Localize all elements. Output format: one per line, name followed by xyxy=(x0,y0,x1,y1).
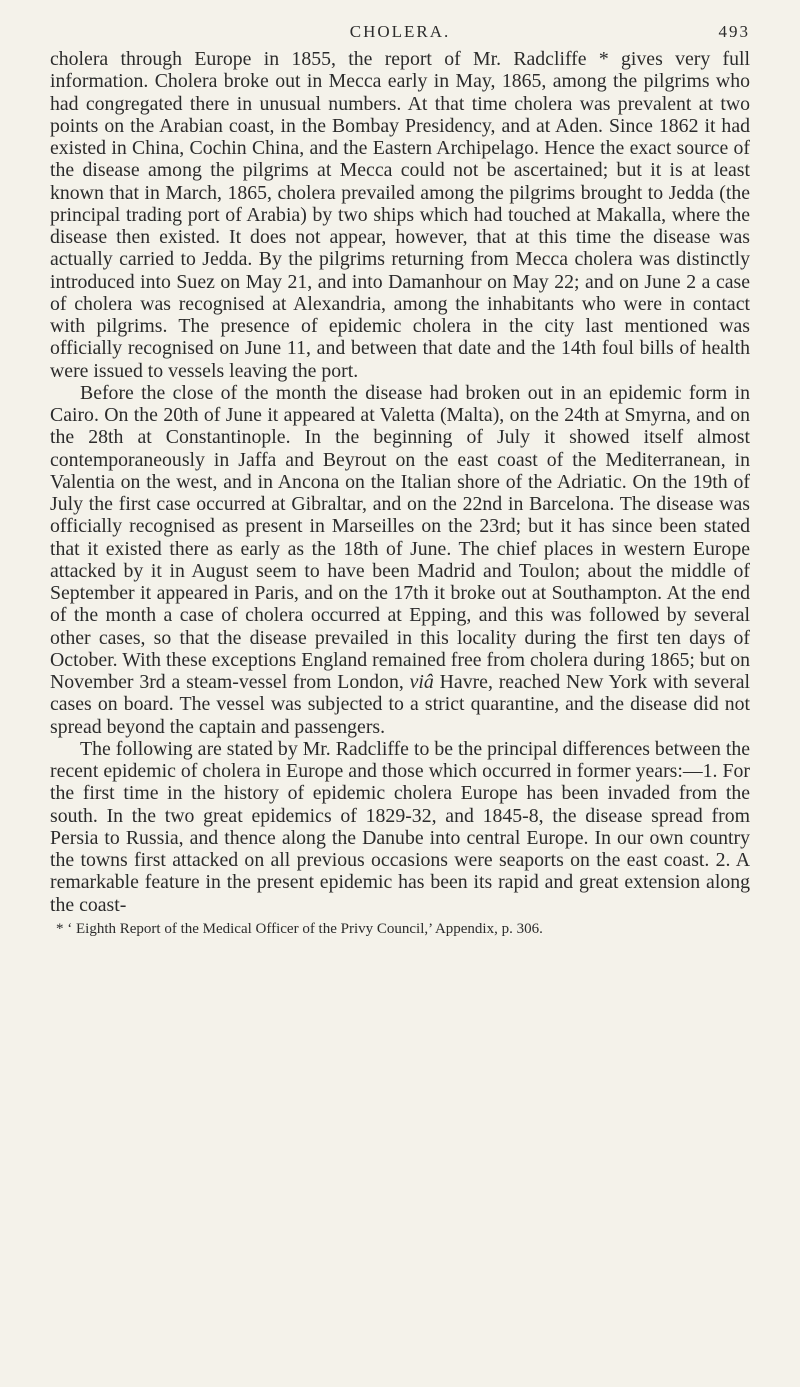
page-header xyxy=(50,14,750,41)
page-number: 493 xyxy=(718,22,750,41)
italic-phrase: viâ xyxy=(409,671,434,693)
footnote: * ‘ Eighth Report of the Medical Officer of the Privy Council,’ Appendix, p. 306. xyxy=(56,920,543,937)
paragraph: cholera through Europe in 1855, the report of Mr. Radcliffe * gives very full information. Cholera broke out in Mecca early in May, 1865, among the pilgrims who had congregated there in unusual numbers. At that time cholera was prevalent at two points on the Arabian coast, in the Bombay Presidency, and at Aden. Since 1862 it had existed in China, Cochin China, and the Eastern Archipelago. Hence the exact source of the disease among the pilgrims at Mecca could not be ascertained; but it is at least known that in March, 1865, cholera prevailed among the pilgrims brought to Jedda (the principal trading port of Arabia) by two ships which had touched at Makalla, where the disease then existed. It does not appear, however, that at this time the disease was actually carried to Jedda. By the pilgrims returning from Mecca cholera was distinctly introduced into Suez on May 21, and into Damanhour on May 22; and on June 2 a case of cholera was recognised at Alexandria, among the inhabitants who were in contact with pilgrims. The presence of epidemic cholera in the city last mentioned was officially recognised on June 11, and between that date and the 14th foul bills of health were issued to vessels leaving the port. xyxy=(50,48,750,382)
body-text xyxy=(50,48,750,916)
paragraph: The following are stated by Mr. Radcliffe to be the principal differences between the recent epidemic of cholera in Europe and those which occurred in former years:—1. For the first time in the history of epidemic cholera Europe has been invaded from the south. In the two great epidemics of 1829-32, and 1845-8, the disease spread from Persia to Russia, and thence along the Danube into central Europe. In our own country the towns first attacked on all previous occasions were seaports on the east coast. 2. A remarkable feature in the present epidemic has been its rapid and great extension along the coast- xyxy=(50,737,750,916)
paragraph: Before the close of the month the disease had broken out in an epidemic form in Cairo. On the 20th of June it appeared at Valetta (Malta), on the 24th at Smyrna, and on the 28th at Constantinople. In the beginning of July it showed itself almost contemporaneously in Jaffa and Beyrout on the east coast of the Mediterranean, in Valentia on the west, and in Ancona on the Italian shore of the Adriatic. On the 19th of July the first case occurred at Gibraltar, and on the 22nd in Barcelona. The disease was officially recognised as present in Marseilles on the 23rd; but it has since been stated that it existed there as early as the 18th of June. The chief places in western Europe attacked by it in August seem to have been Madrid and Toulon; about the middle of September it appeared in Paris, and on the 17th it broke out at Southampton. At the end of the month a case of cholera occurred at Epping, and this was followed by several other cases, so that the disease prevailed in this locality during the first ten days of October. With these exceptions England remained free from cholera during 1865; but on November 3rd a steam-vessel from London, viâ Havre, reached New York with several cases on board. The vessel was subjected to a strict quarantine, and the disease did not spread beyond the captain and passengers. xyxy=(50,381,750,738)
running-title: CHOLERA. xyxy=(349,22,451,41)
